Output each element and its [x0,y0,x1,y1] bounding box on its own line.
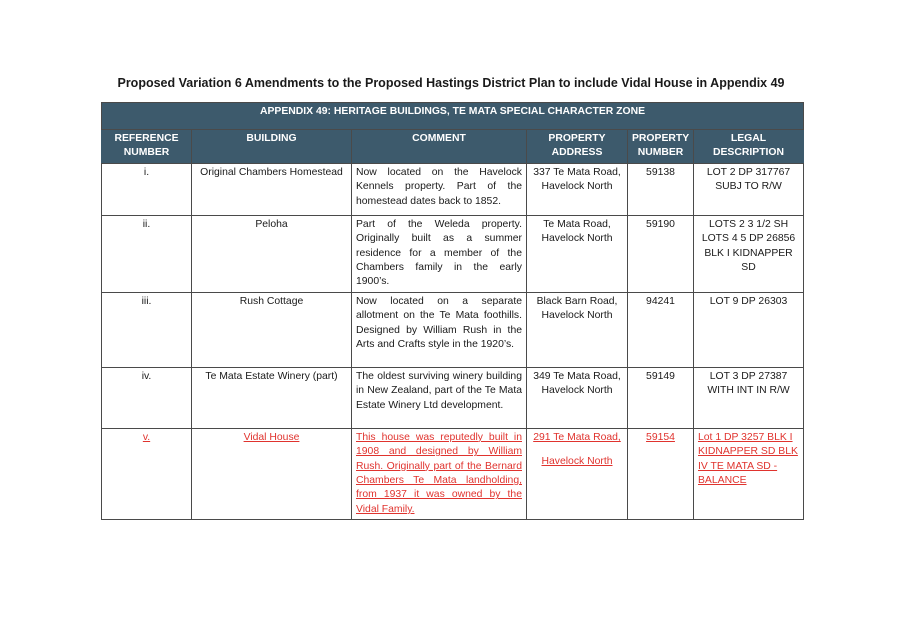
cell-reference: ii. [102,215,192,292]
cell-building [192,428,352,519]
table-row-amendment [102,428,804,519]
cell-address [527,428,628,519]
cell-comment: Now located on a separate allotment on the Te Mata foothills. Designed by William Rush in the Arts and Crafts style in the 1920’s. [352,292,527,367]
table-row [102,292,804,367]
amended-address-line2: Havelock North [541,456,613,468]
cell-reference: iv. [102,367,192,428]
cell-legal: LOT 2 DP 317767 SUBJ TO R/W [694,163,804,215]
cell-property-number: 59138 [628,163,694,215]
table-row [102,163,804,215]
header-property-number: PROPERTY NUMBER [628,130,694,164]
table-banner: APPENDIX 49: HERITAGE BUILDINGS, TE MATA SPECIAL CHARACTER ZONE [102,103,804,130]
cell-address: 337 Te Mata Road, Havelock North [527,163,628,215]
cell-comment: The oldest surviving winery building in New Zealand, part of the Te Mata Estate Winery Ltd development. [352,367,527,428]
table-row [102,367,804,428]
document-title: Proposed Variation 6 Amendments to the Proposed Hastings District Plan to include Vidal House in Appendix 49 [117,76,785,90]
heritage-table [101,102,804,520]
cell-property-number [628,428,694,519]
cell-property-number: 59190 [628,215,694,292]
cell-building: Original Chambers Homestead [192,163,352,215]
cell-property-number: 59149 [628,367,694,428]
cell-legal: Lot 1 DP 3257 BLK I KIDNAPPER SD BLK IV TE MATA SD - BALANCE [694,428,804,519]
cell-property-number: 94241 [628,292,694,367]
cell-legal: LOT 9 DP 26303 [694,292,804,367]
cell-legal: LOTS 2 3 1/2 SH LOTS 4 5 DP 26856 BLK I KIDNAPPER SD [694,215,804,292]
table-row [102,215,804,292]
cell-reference [102,428,192,519]
cell-comment: Part of the Weleda property. Originally built as a summer residence for a member of the Chambers family in the early 1900’s. [352,215,527,292]
cell-building: Rush Cottage [192,292,352,367]
cell-address: Te Mata Road, Havelock North [527,215,628,292]
cell-reference: iii. [102,292,192,367]
cell-comment: Now located on the Havelock Kennels property. Part of the homestead dates back to 1852. [352,163,527,215]
header-reference-number: REFERENCE NUMBER [102,130,192,164]
amended-reference: v. [142,431,151,443]
header-legal-description: LEGAL DESCRIPTION [694,130,804,164]
amended-building: Vidal House [243,431,300,443]
cell-reference: i. [102,163,192,215]
cell-legal: LOT 3 DP 27387 WITH INT IN R/W [694,367,804,428]
cell-building: Te Mata Estate Winery (part) [192,367,352,428]
amended-address-line1: 291 Te Mata Road, [533,431,621,443]
address-spacer [531,445,623,455]
column-header-row [102,130,804,164]
header-comment: COMMENT [352,130,527,164]
cell-address: 349 Te Mata Road, Havelock North [527,367,628,428]
header-building: BUILDING [192,130,352,164]
cell-address: Black Barn Road, Havelock North [527,292,628,367]
cell-building: Peloha [192,215,352,292]
amended-property-number: 59154 [646,431,675,443]
cell-comment: This house was reputedly built in 1908 and designed by William Rush. Originally part of the Bernard Chambers Te Mata landholding, from 1937 it was owned by the Vidal Family. [352,428,527,519]
header-property-address: PROPERTY ADDRESS [527,130,628,164]
table-banner-row [102,103,804,130]
